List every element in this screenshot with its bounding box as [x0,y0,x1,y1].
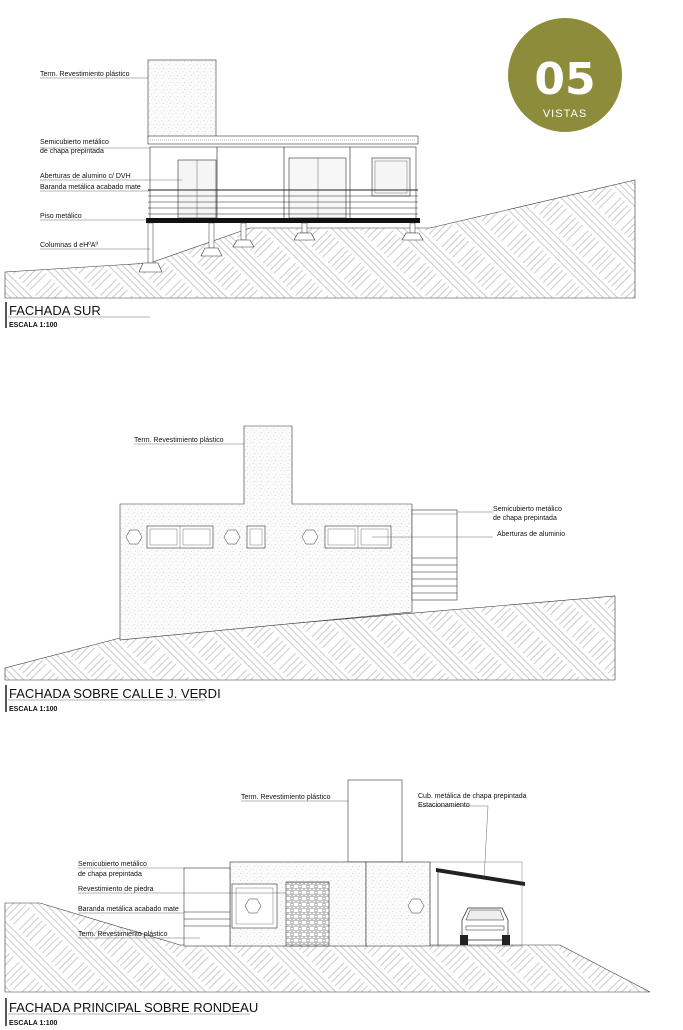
badge-number: 05 [534,54,596,105]
elevation-fachada-verdi [5,426,615,713]
view-title: FACHADA SOBRE CALLE J. VERDI [9,686,221,701]
chimney [148,60,216,137]
label-estacionamiento: Estacionamiento [418,802,470,809]
label-semicubierto-2: de chapa prepintada [40,148,104,155]
view-scale: ESCALA 1:100 [9,1020,58,1027]
label-revestimiento: Term. Revestimiento plástico [134,437,224,444]
label-semicubierto-1: Semicubierto metálico [78,861,147,868]
label-baranda: Baranda metálica acabado mate [40,184,141,191]
label-piso: Piso metálico [40,213,82,220]
window-small [247,526,265,548]
elevation-fachada-rondeau [5,780,650,1027]
chimney [348,780,402,862]
sheet-number-badge [508,18,622,132]
view-title: FACHADA PRINCIPAL SOBRE RONDEAU [9,1000,259,1015]
label-piedra: Revestimiento de piedra [78,886,154,893]
label-revestimiento-top: Term. Revestimiento plástico [241,794,331,801]
label-semicubierto-1: Semicubierto metálico [493,506,562,513]
view-scale: ESCALA 1:100 [9,706,58,713]
label-revestimiento: Term. Revestimiento plástico [40,71,130,78]
label-aberturas: Aberturas de alumino c/ DVH [40,173,131,180]
window-2 [289,158,346,218]
view-title: FACHADA SUR [9,303,101,318]
label-baranda: Baranda metálica acabado mate [78,906,179,913]
label-cubierta: Cub. metálica de chapa prepintada [418,793,527,800]
stone-cladding [286,882,329,946]
metal-floor-slab [146,218,420,223]
label-revestimiento-bottom: Term. Revestimiento plástico [78,931,168,938]
label-semicubierto-2: de chapa prepintada [78,871,142,878]
label-semicubierto-1: Semicubierto metálico [40,139,109,146]
car [460,908,510,945]
label-aberturas: Aberturas de aluminio [497,531,566,538]
semicovered-structure [412,510,457,600]
badge-label: VISTAS [542,108,588,120]
carport-roof [436,868,525,886]
view-scale: ESCALA 1:100 [9,322,58,329]
label-columnas: Columnas d eHºAº [40,242,99,249]
label-semicubierto-2: de chapa prepintada [493,515,557,522]
semicovered-left [184,868,230,946]
